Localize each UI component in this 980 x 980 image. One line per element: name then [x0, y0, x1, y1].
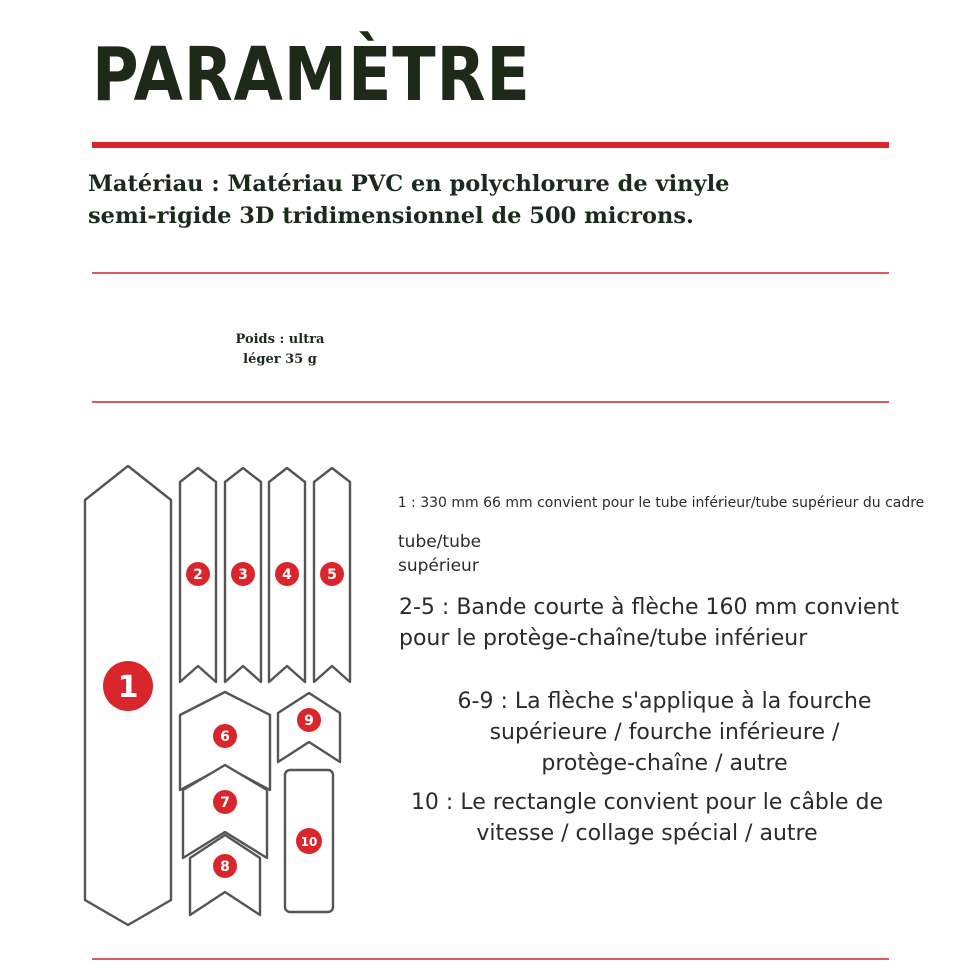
piece-label-1: 1	[117, 670, 139, 705]
weight-text	[222, 330, 338, 370]
piece-label-2: 2	[193, 567, 203, 583]
piece-label-7: 7	[220, 795, 230, 811]
piece-label-10: 10	[300, 835, 318, 849]
title-divider	[92, 142, 889, 148]
desc-piece-10-line-2: vitesse / collage spécial / autre	[476, 821, 818, 846]
material-line-2: semi-rigide 3D tridimensionnel de 500 microns.	[88, 203, 694, 229]
desc-piece-10	[362, 787, 932, 849]
desc-piece-1-extra-line-1: tube/tube	[398, 532, 482, 552]
desc-pieces-2-5-line-1: 2-5 : Bande courte à flèche 160 mm convient	[399, 595, 900, 620]
protector-pieces-diagram	[80, 460, 370, 930]
divider-bottom	[92, 958, 889, 960]
desc-pieces-6-9	[392, 686, 937, 779]
desc-piece-1: 1 : 330 mm 66 mm convient pour le tube inférieur/tube supérieur du cadre	[397, 495, 925, 511]
piece-label-8: 8	[220, 859, 230, 875]
page-title: PARAMÈTRE	[92, 32, 531, 118]
desc-piece-1-extra-line-2: supérieur	[398, 556, 479, 576]
desc-piece-10-line-1: 10 : Le rectangle convient pour le câble de	[410, 790, 884, 815]
material-line-1: Matériau : Matériau PVC en polychlorure de vinyle	[88, 171, 730, 197]
desc-pieces-6-9-line-3: protège-chaîne / autre	[541, 751, 788, 776]
desc-pieces-6-9-line-2: supérieure / fourche inférieure /	[489, 720, 840, 745]
desc-pieces-2-5	[399, 592, 974, 654]
piece-label-5: 5	[327, 567, 337, 583]
desc-piece-1-extra	[398, 530, 538, 578]
desc-pieces-6-9-line-1: 6-9 : La flèche s'applique à la fourche	[457, 689, 872, 714]
piece-label-4: 4	[282, 567, 292, 583]
desc-pieces-2-5-line-2: pour le protège-chaîne/tube inférieur	[399, 626, 808, 651]
material-text	[88, 168, 848, 232]
weight-line-1: Poids : ultra	[235, 332, 325, 347]
piece-label-6: 6	[220, 729, 230, 745]
divider-2	[92, 401, 889, 403]
divider-1	[92, 272, 889, 274]
piece-label-3: 3	[238, 567, 248, 583]
weight-line-2: léger 35 g	[243, 352, 317, 367]
piece-label-9: 9	[304, 713, 314, 729]
